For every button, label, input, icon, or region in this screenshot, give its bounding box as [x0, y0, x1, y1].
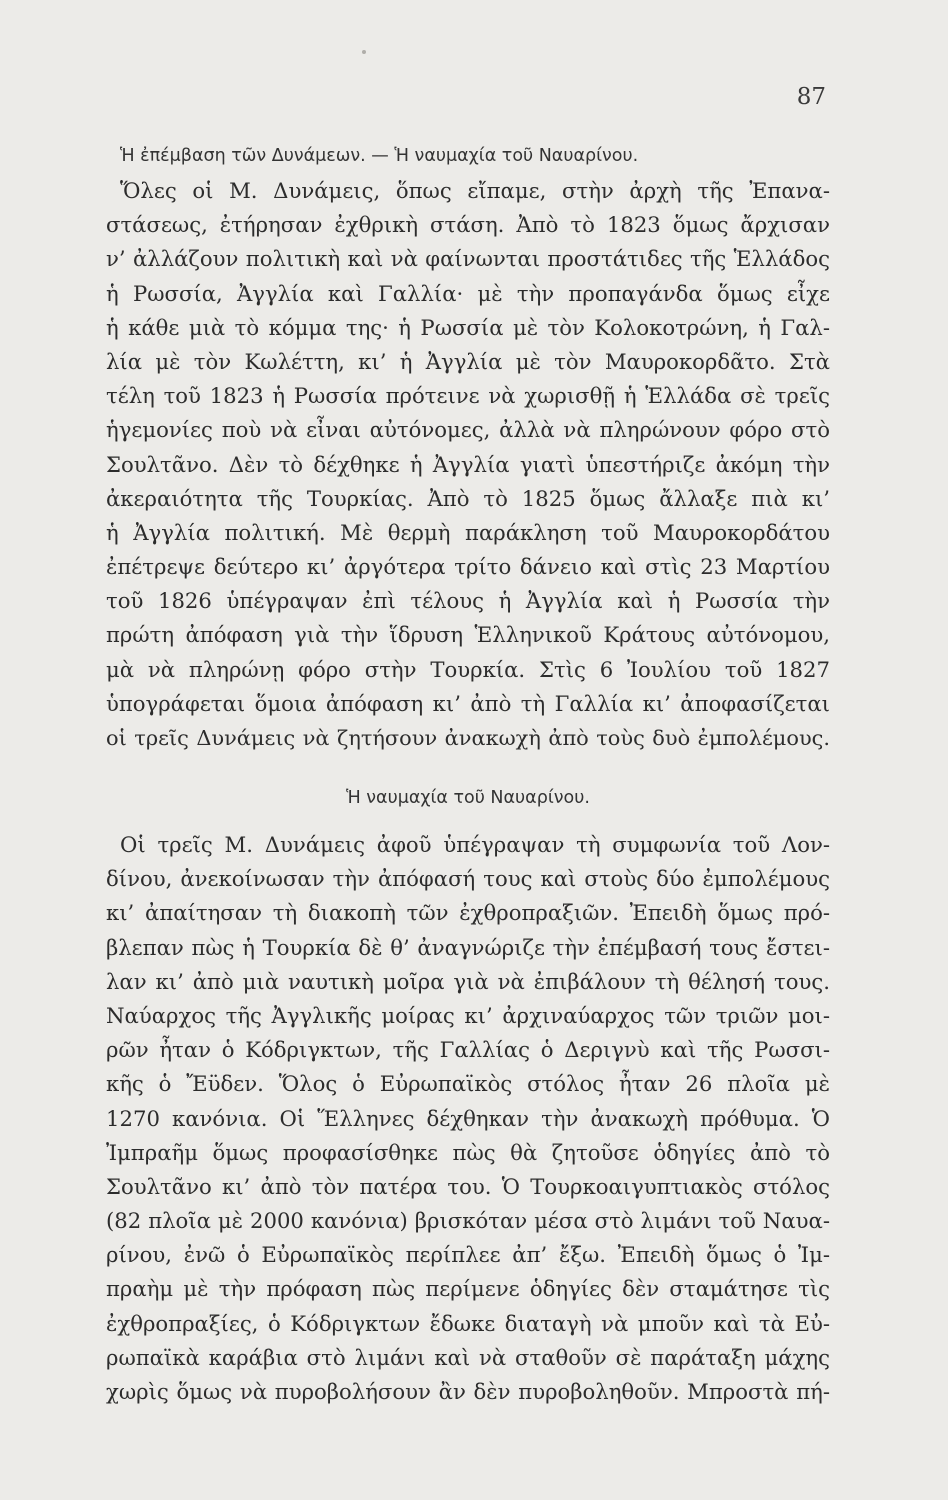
text-line: 1270 κανόνια. Οἱ Ἕλληνες δέχθηκαν τὴν ἀνακωχὴ πρόθυμα. Ὁ — [106, 1105, 830, 1131]
text-line: ἐχθροπραξίες, ὁ Κόδριγκτων ἔδωκε διαταγὴ νὰ μποῦν καὶ τὰ Εὐ- — [106, 1310, 830, 1336]
text-line: λαν κι’ ἀπὸ μιὰ ναυτικὴ μοῖρα γιὰ νὰ ἐπιβάλουν τὴ θέλησή τους. — [106, 968, 830, 994]
text-line: οἱ τρεῖς Δυνάμεις νὰ ζητήσουν ἀνακωχὴ ἀπὸ τοὺς δυὸ ἐμπολέμους. — [106, 726, 830, 750]
text-line: κι’ ἀπαίτησαν τὴ διακοπὴ τῶν ἐχθροπραξιῶν. Ἐπειδὴ ὅμως πρό- — [106, 900, 830, 926]
paragraph-2 — [106, 828, 830, 1409]
paragraph-1 — [106, 174, 830, 755]
text-line: Ναύαρχος τῆς Ἀγγλικῆς μοίρας κι’ ἀρχιναύαρχος τῶν τριῶν μοι- — [106, 1002, 830, 1028]
text-line: Ὅλες οἱ Μ. Δυνάμεις, ὅπως εἴπαμε, στὴν ἀρχὴ τῆς Ἐπανα- — [120, 178, 830, 203]
text-line: λία μὲ τὸν Κωλέττη, κι’ ἡ Ἀγγλία μὲ τὸν Μαυροκορδᾶτο. Στὰ — [106, 348, 830, 374]
text-line: ρωπαϊκὰ καράβια στὸ λιμάνι καὶ νὰ σταθοῦν σὲ παράταξη μάχης — [106, 1344, 830, 1370]
text-line: Σουλτᾶνο κι’ ἀπὸ τὸν πατέρα του. Ὁ Τουρκοαιγυπτιακὸς στόλος — [106, 1173, 830, 1199]
text-line: ὑπογράφεται ὅμοια ἀπόφαση κι’ ἀπὸ τὴ Γαλλία κι’ ἀποφασίζεται — [106, 690, 830, 716]
text-line: ἡ Ρωσσία, Ἀγγλία καὶ Γαλλία· μὲ τὴν προπαγάνδα ὅμως εἶχε — [106, 280, 830, 306]
text-line: στάσεως, ἐτήρησαν ἐχθρικὴ στάση. Ἀπὸ τὸ 1823 ὅμως ἄρχισαν — [106, 212, 830, 238]
text-line: πραὴμ μὲ τὴν πρόφαση πὼς περίμενε ὁδηγίες δὲν σταμάτησε τὶς — [106, 1276, 830, 1302]
text-line: κῆς ὁ Ἔϋδεν. Ὅλος ὁ Εὐρωπαϊκὸς στόλος ἦταν 26 πλοῖα μὲ — [106, 1071, 830, 1097]
text-line: Ἰμπραῆμ ὅμως προφασίσθηκε πὼς θὰ ζητοῦσε ὁδηγίες ἀπὸ τὸ — [106, 1139, 830, 1165]
text-line: δίνου, ἀνεκοίνωσαν τὴν ἀπόφασή τους καὶ στοὺς δύο ἐμπολέμους — [106, 866, 830, 892]
section-heading: Ἡ ναυμαχία τοῦ Ναυαρίνου. — [346, 788, 590, 808]
page-number: 87 — [796, 84, 826, 110]
text-line: τέλη τοῦ 1823 ἡ Ρωσσία πρότεινε νὰ χωρισθῇ ἡ Ἑλλάδα σὲ τρεῖς — [106, 383, 830, 409]
text-line: ρίνου, ἐνῶ ὁ Εὐρωπαϊκὸς περίπλεε ἀπ’ ἔξω. Ἐπειδὴ ὅμως ὁ Ἰμ- — [106, 1242, 830, 1268]
text-line: μὰ νὰ πληρώνῃ φόρο στὴν Τουρκία. Στὶς 6 Ἰουλίου τοῦ 1827 — [106, 656, 830, 682]
text-line: ρῶν ἦταν ὁ Κόδριγκτων, τῆς Γαλλίας ὁ Δεριγνὺ καὶ τῆς Ρωσσι- — [106, 1037, 830, 1063]
text-line: ἀκεραιότητα τῆς Τουρκίας. Ἀπὸ τὸ 1825 ὅμως ἄλλαξε πιὰ κι’ — [106, 485, 830, 511]
text-line: (82 πλοῖα μὲ 2000 κανόνια) βρισκόταν μέσα στὸ λιμάνι τοῦ Ναυα- — [106, 1208, 830, 1234]
text-line: Σουλτᾶνο. Δὲν τὸ δέχθηκε ἡ Ἀγγλία γιατὶ ὑπεστήριζε ἀκόμη τὴν — [106, 451, 830, 477]
text-line: χωρὶς ὅμως νὰ πυροβολήσουν ἂν δὲν πυροβοληθοῦν. Μπροστὰ πή- — [106, 1379, 830, 1404]
scan-speck — [362, 50, 366, 54]
text-line: πρώτη ἀπόφαση γιὰ τὴν ἵδρυση Ἑλληνικοῦ Κράτους αὐτόνομου, — [106, 622, 830, 648]
text-line: ἡ Ἀγγλία πολιτική. Μὲ θερμὴ παράκληση τοῦ Μαυροκορδάτου — [106, 519, 830, 545]
text-line: ἡ κάθε μιὰ τὸ κόμμα της· ἡ Ρωσσία μὲ τὸν Κολοκοτρώνη, ἡ Γαλ- — [106, 314, 830, 340]
text-line: Οἱ τρεῖς Μ. Δυνάμεις ἀφοῦ ὑπέγραψαν τὴ συμφωνία τοῦ Λον- — [120, 832, 830, 857]
text-line: τοῦ 1826 ὑπέγραψαν ἐπὶ τέλους ἡ Ἀγγλία καὶ ἡ Ρωσσία τὴν — [106, 588, 830, 614]
text-line: ἡγεμονίες ποὺ νὰ εἶναι αὐτόνομες, ἀλλὰ νὰ πληρώνουν φόρο στὸ — [106, 417, 830, 443]
text-line: ἐπέτρεψε δεύτερο κι’ ἀργότερα τρίτο δάνειο καὶ στὶς 23 Μαρτίου — [106, 554, 830, 580]
text-line: ν’ ἀλλάζουν πολιτικὴ καὶ νὰ φαίνωνται προστάτιδες τῆς Ἑλλάδος — [106, 246, 830, 272]
running-head: Ἡ ἐπέμβαση τῶν Δυνάμεων. — Ἡ ναυμαχία τοῦ Ναυαρίνου. — [120, 146, 639, 166]
text-line: βλεπαν πὼς ἡ Τουρκία δὲ θ’ ἀναγνώριζε τὴν ἐπέμβασή τους ἔστει- — [106, 934, 830, 960]
